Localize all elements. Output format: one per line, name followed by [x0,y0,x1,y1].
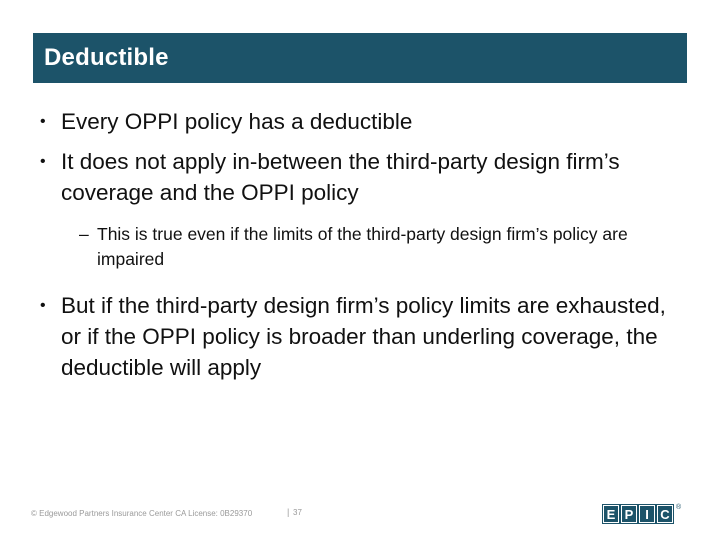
epic-logo [603,504,681,524]
bullet-text: It does not apply in-between the third-party design firm’s coverage and the OPPI policy [61,149,620,205]
logo-letter-p: P [621,505,637,523]
sub-bullet-1 [40,222,680,272]
page-number: 37 [293,508,302,517]
title-bar [33,33,687,83]
logo-letter-e: E [603,505,619,523]
sub-bullet-text: This is true even if the limits of the third-party design firm’s policy are impaired [97,224,628,269]
sub-bullet-mark: – [79,224,89,244]
bullet-text: But if the third-party design firm’s policy limits are exhausted, or if the OPPI policy is broader than underling coverage, the deductible will apply [61,293,666,380]
bullet-1 [40,106,680,137]
bullet-2 [40,146,680,208]
footer-copyright: © Edgewood Partners Insurance Center CA License: 0B29370 [31,509,253,518]
logo-letter-c: C [657,505,673,523]
bullet-text: Every OPPI policy has a deductible [61,109,413,134]
registered-mark-icon: ® [676,504,682,511]
bullet-3 [40,290,680,383]
logo-letter-i: I [639,505,655,523]
bullet-mark: • [40,113,46,130]
slide-content [40,106,680,383]
slide-title: Deductible [44,44,169,71]
bullet-mark: • [40,153,46,170]
footer-separator: | [287,507,290,517]
bullet-mark: • [40,297,46,314]
